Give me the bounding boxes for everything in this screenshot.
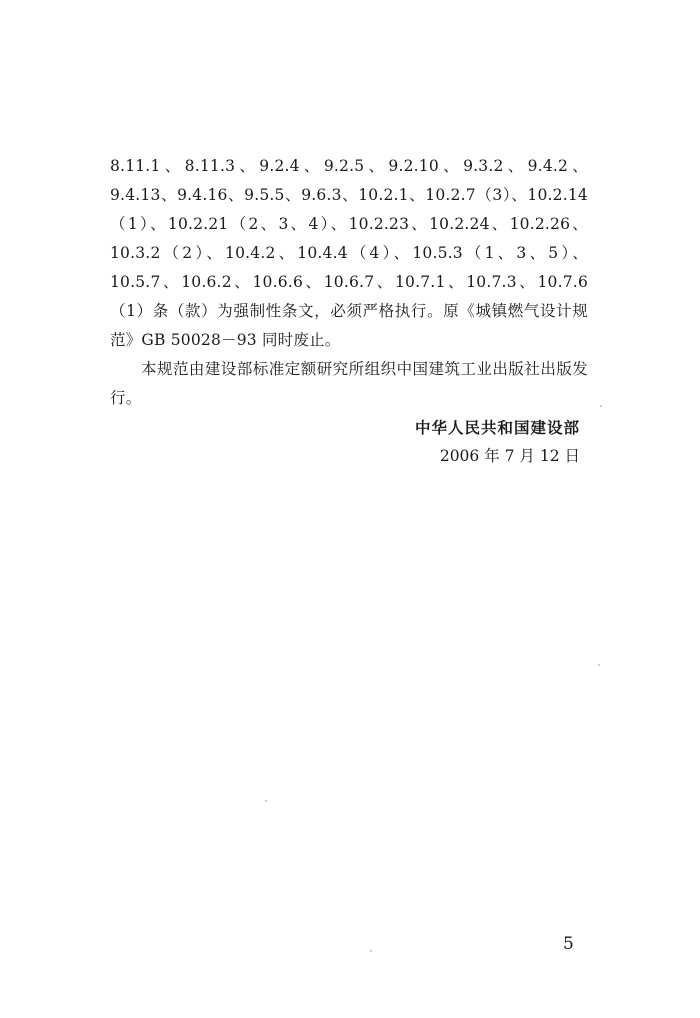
scan-speck — [265, 800, 267, 802]
scan-speck — [598, 664, 600, 666]
issue-date: 2006 年 7 月 12 日 — [439, 447, 580, 465]
page-number: 5 — [563, 934, 574, 954]
body-text — [110, 152, 588, 413]
publication-paragraph: 本规范由建设部标准定额研究所组织中国建筑工业出版社出版发行。 — [110, 360, 588, 407]
issuing-organization: 中华人民共和国建设部 — [414, 419, 580, 437]
scan-speck — [370, 950, 372, 952]
signature-block — [415, 415, 580, 469]
mandatory-clauses-paragraph: 8.11.1、8.11.3、9.2.4、9.2.5、9.2.10、9.3.2、9.4.2、9.4.13、9.4.16、9.5.5、9.6.3、10.2.1、10.2.7（3）、10.2.14（1）、10.2.21（2、3、4）、10.2.23、10.2.24、10.2.26、10.3.2（2）、10.4.2、10.4.4（4）、10.5.3（1、3、5）、10.5.7、10.6.2、10.6.6、10.6.7、10.7.1、10.7.3、10.7.6（1）条（款）为强制性条文，必须严格执行。原《城镇燃气设计规范》GB 50028－93 同时废止。 — [110, 157, 588, 349]
scan-speck — [600, 405, 602, 407]
